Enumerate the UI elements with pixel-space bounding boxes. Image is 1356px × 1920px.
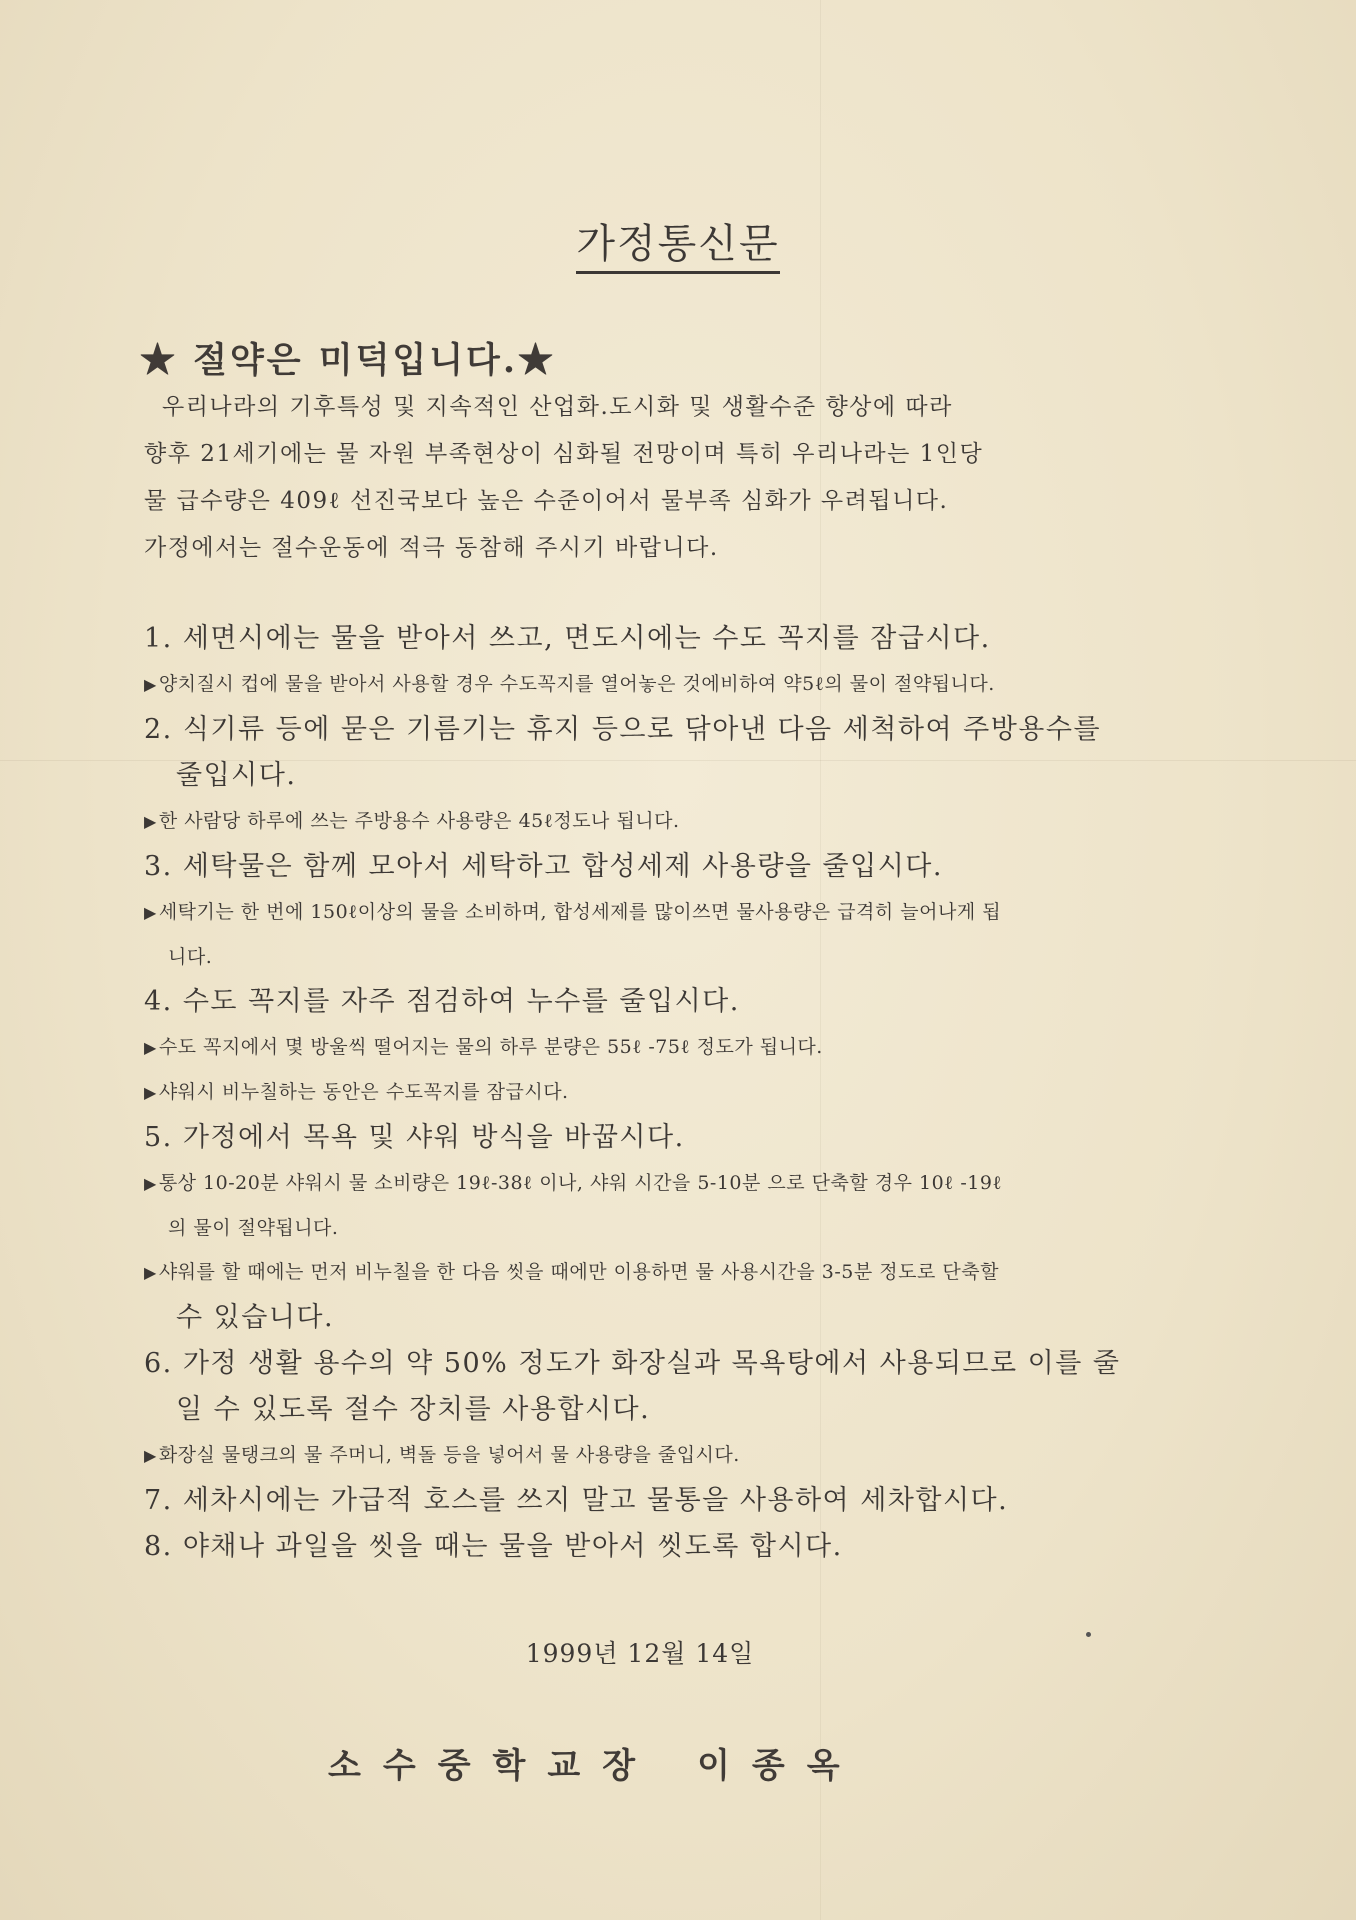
list-note-text: 샤워시 비누칠하는 동안은 수도꼭지를 잠급시다. — [158, 1081, 569, 1103]
list-item: 6. 가정 생활 용수의 약 50% 정도가 화장실과 목욕탕에서 사용되므로 이를 줄 — [144, 1348, 1121, 1379]
list-item: 8. 야채나 과일을 씻을 때는 물을 받아서 씻도록 합시다. — [144, 1531, 843, 1562]
bullet-arrow-icon: ▶ — [144, 675, 157, 694]
issue-date — [0, 1634, 1356, 1670]
document-title-text: 가정통신문 — [576, 221, 779, 274]
list-note-continuation: 니다. — [168, 946, 213, 968]
signer-name: 이종옥 — [697, 1746, 862, 1786]
bullet-arrow-icon: ▶ — [144, 1174, 157, 1193]
list-item-continuation: 일 수 있도록 절수 장치를 사용합시다. — [176, 1394, 651, 1425]
issue-date-text: 1999년 12월 14일 — [525, 1639, 755, 1668]
bullet-arrow-icon: ▶ — [144, 812, 157, 831]
bullet-arrow-icon: ▶ — [144, 1083, 157, 1102]
list-note-text: 수도 꼭지에서 몇 방울씩 떨어지는 물의 하루 분량은 55ℓ -75ℓ 정도가 됩니다. — [158, 1036, 823, 1058]
list-item: 7. 세차시에는 가급적 호스를 쓰지 말고 물통을 사용하여 세차합시다. — [144, 1485, 1009, 1516]
list-note — [144, 1161, 1264, 1206]
list-note-text: 양치질시 컵에 물을 받아서 사용할 경우 수도꼭지를 열어놓은 것에비하여 약5ℓ의 물이 절약됩니다. — [158, 673, 995, 695]
list-item: 5. 가정에서 목욕 및 샤워 방식을 바꿉시다. — [144, 1122, 685, 1153]
list-item-continuation: 수 있습니다. — [176, 1302, 335, 1333]
list-note-continuation: 의 물이 절약됩니다. — [168, 1217, 339, 1239]
bullet-arrow-icon: ▶ — [144, 903, 157, 922]
list-note — [144, 799, 1264, 844]
list-note — [144, 1025, 1264, 1070]
list-note-text: 세탁기는 한 번에 150ℓ이상의 물을 소비하며, 합성세제를 많이쓰면 물사용량은 급격히 늘어나게 됩 — [158, 901, 1002, 923]
list-item: 3. 세탁물은 함께 모아서 세탁하고 합성세제 사용량을 줄입시다. — [144, 851, 943, 882]
list-item: 2. 식기류 등에 묻은 기름기는 휴지 등으로 닦아낸 다음 세척하여 주방용수를 — [144, 714, 1102, 745]
intro-line: 물 급수량은 409ℓ 선진국보다 높은 수준이어서 물부족 심화가 우려됩니다. — [144, 488, 949, 514]
list-note — [144, 1250, 1264, 1295]
bullet-arrow-icon: ▶ — [144, 1038, 157, 1057]
signature-block — [328, 1738, 862, 1787]
water-saving-list — [144, 616, 1264, 1570]
list-note-text: 통상 10-20분 샤워시 물 소비량은 19ℓ-38ℓ 이나, 샤워 시간을 5-10분 으로 단축할 경우 10ℓ -19ℓ — [158, 1172, 1003, 1194]
list-note — [144, 662, 1264, 707]
slogan-heading: ★ 절약은 미덕입니다.★ — [140, 340, 557, 381]
bullet-arrow-icon: ▶ — [144, 1446, 157, 1465]
list-note-text: 한 사람당 하루에 쓰는 주방용수 사용량은 45ℓ정도나 됩니다. — [158, 810, 680, 832]
list-note-text: 샤워를 할 때에는 먼저 비누칠을 한 다음 씻을 때에만 이용하면 물 사용시간을 3-5분 정도로 단축할 — [158, 1261, 999, 1283]
intro-line: 향후 21세기에는 물 자원 부족현상이 심화될 전망이며 특히 우리나라는 1인당 — [144, 441, 984, 467]
list-note-text: 화장실 물탱크의 물 주머니, 벽돌 등을 넣어서 물 사용량을 줄입시다. — [158, 1444, 740, 1466]
intro-paragraph — [144, 384, 1254, 572]
intro-line: 가정에서는 절수운동에 적극 동참해 주시기 바랍니다. — [144, 535, 719, 561]
list-item: 4. 수도 꼭지를 자주 점검하여 누수를 줄입시다. — [144, 986, 740, 1017]
list-item-continuation: 줄입시다. — [176, 760, 297, 791]
document-title — [0, 212, 1356, 269]
list-item: 1. 세면시에는 물을 받아서 쓰고, 면도시에는 수도 꼭지를 잠급시다. — [144, 623, 991, 654]
list-note — [144, 1433, 1264, 1478]
bullet-arrow-icon: ▶ — [144, 1263, 157, 1282]
list-note — [144, 1070, 1264, 1115]
intro-line: 우리나라의 기후특성 및 지속적인 산업화.도시화 및 생활수준 향상에 따라 — [162, 394, 953, 420]
signer-school: 소수중학교장 — [328, 1746, 658, 1786]
list-note — [144, 890, 1264, 935]
